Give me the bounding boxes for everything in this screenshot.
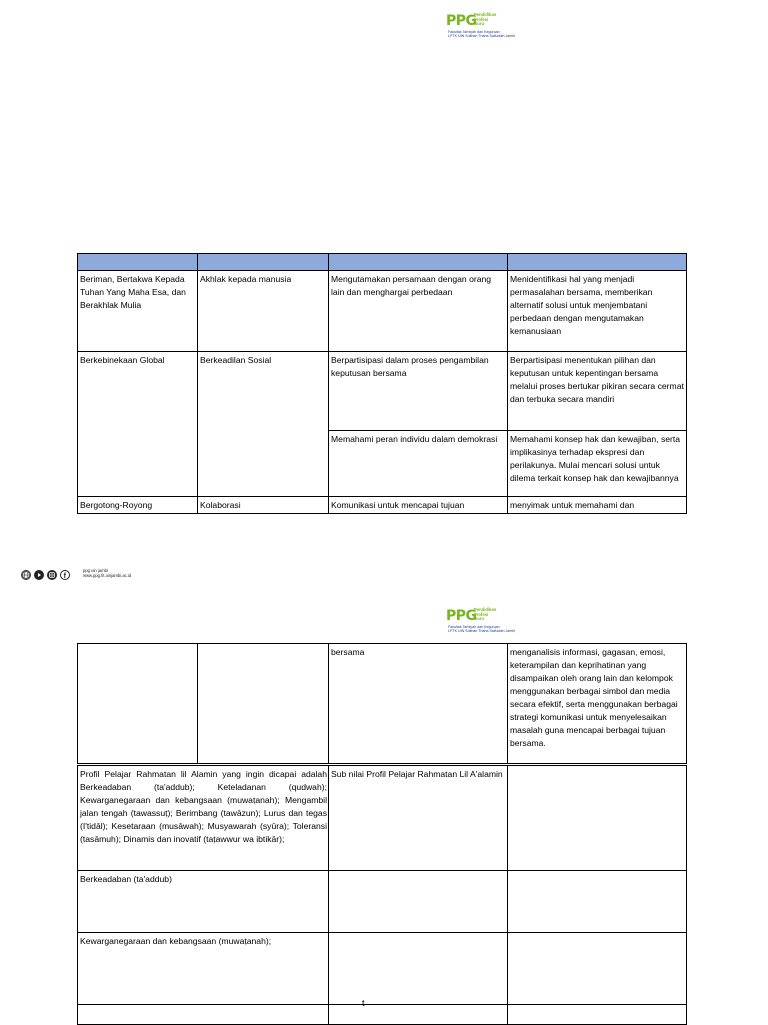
table-row (78, 497, 687, 514)
table-row (78, 766, 687, 871)
cell-capaian: Menidentifikasi hal yang menjadi permasalahan bersama, memberikan alternatif solusi untuk menjembatani perbedaan dengan mengutamakan kemanusiaan (508, 271, 687, 352)
table-row (78, 271, 687, 352)
instagram-icon[interactable] (47, 570, 57, 580)
table-row (78, 1005, 687, 1025)
cell-dimensi (78, 644, 198, 764)
cell-sub-elemen: Komunikasi untuk mencapai tujuan (329, 497, 508, 514)
cell-dimensi: Berkebinekaan Global (78, 352, 198, 497)
cell-capaian: menyimak untuk memahami dan (508, 497, 687, 514)
cell-empty (329, 1005, 508, 1025)
table-header-row (78, 254, 687, 271)
ppg-logo-sub: Fakultas Tarbiyah dan Keguruan LPTK UIN Sulthan Thaha Saifuddin Jambi (448, 30, 516, 39)
rahmatan-table (77, 765, 687, 1025)
cell-profil-text: Profil Pelajar Rahmatan lil Alamin yang ingin dicapai adalah Berkeadaban (ta'addub); Keteladanan (qudwah); Kewarganegaraan dan kebangsaan (muwaṭanah); Mengambil jalan tengah (tawassuṭ); Berimbang (tawāzun); Lurus dan tegas (I'tidāl); Kesetaraan (musāwah); Musyawarah (syūra); Toleransi (tasāmuh); Dinamis dan inovatif (taṭawwur wa ibtikār); (78, 766, 329, 871)
table-row (78, 933, 687, 1005)
cell-empty (329, 933, 508, 1005)
cell-dimensi: Bergotong-Royong (78, 497, 198, 514)
cell-sub-nilai-header: Sub nilai Profil Pelajar Rahmatan Lil A'alamin (329, 766, 508, 871)
cell-empty (329, 871, 508, 933)
cell-empty (508, 766, 687, 871)
cell-elemen: Kolaborasi (198, 497, 329, 514)
cell-sub-elemen: Berpartisipasi dalam proses pengambilan keputusan bersama (329, 352, 508, 431)
cell-empty (508, 933, 687, 1005)
website-link[interactable]: www.ppg.fit.uinjambi.ac.id (83, 572, 132, 578)
svg-text:f: f (63, 572, 66, 579)
cell-empty (78, 1005, 329, 1025)
cell-capaian: menganalisis informasi, gagasan, emosi, keterampilan dan keprihatinan yang disampaikan oleh orang lain dan kelompok menggunakan berbagai simbol dan media secara efektif, serta menggunakan berbagai strategi komunikasi untuk menyelesaikan masalah guna mencapai berbagai tujuan bersama. (508, 644, 687, 764)
table-row (78, 871, 687, 933)
cell-sub-elemen: Memahami peran individu dalam demokrasi (329, 431, 508, 497)
table-row (78, 352, 687, 431)
ppg-logo-text: PPG (446, 608, 477, 624)
cell-capaian: Memahami konsep hak dan kewajiban, serta implikasinya terhadap ekspresi dan perilakunya. Mulai mencari solusi untuk dilema terkait konsep hak dan kewajibannya (508, 431, 687, 497)
youtube-icon[interactable] (34, 570, 44, 580)
ppg-logo-page2 (446, 607, 536, 635)
cell-capaian: Berpartisipasi menentukan pilihan dan keputusan untuk kepentingan bersama melalui proses bertukar pikiran secara cermat dan terbuka secara mandiri (508, 352, 687, 431)
table-row (78, 644, 687, 764)
ppg-logo-lines: Pendidikan Profesi Guru (474, 607, 497, 622)
cell-nilai: Kewarganegaraan dan kebangsaan (muwaṭanah); (78, 933, 329, 1005)
cell-empty (508, 871, 687, 933)
cell-sub-elemen: Mengutamakan persamaan dengan orang lain dan menghargai perbedaan (329, 271, 508, 352)
cell-sub-elemen: bersama (329, 644, 508, 764)
ppg-logo-text: PPG (446, 13, 477, 29)
facebook-icon[interactable] (60, 570, 70, 580)
cell-dimensi: Beriman, Bertakwa Kepada Tuhan Yang Maha Esa, dan Berakhlak Mulia (78, 271, 198, 352)
continuation-table (77, 643, 687, 764)
ppg-logo-lines: Pendidikan Profesi Guru (474, 12, 497, 27)
profil-pancasila-table (77, 253, 687, 514)
globe-icon[interactable] (21, 570, 31, 580)
page-mark: t (362, 998, 365, 1008)
cell-elemen: Berkeadilan Sosial (198, 352, 329, 497)
ppg-logo-sub: Fakultas Tarbiyah dan Keguruan LPTK UIN Sulthan Thaha Saifuddin Jambi (448, 625, 516, 634)
social-footer (21, 569, 151, 581)
social-text: ppg uin jambi www.ppg.fit.uinjambi.ac.id (83, 568, 132, 578)
cell-elemen: Akhlak kepada manusia (198, 271, 329, 352)
cell-empty (508, 1005, 687, 1025)
cell-elemen (198, 644, 329, 764)
cell-nilai: Berkeadaban (ta'addub) (78, 871, 329, 933)
ppg-logo-top (446, 12, 536, 40)
